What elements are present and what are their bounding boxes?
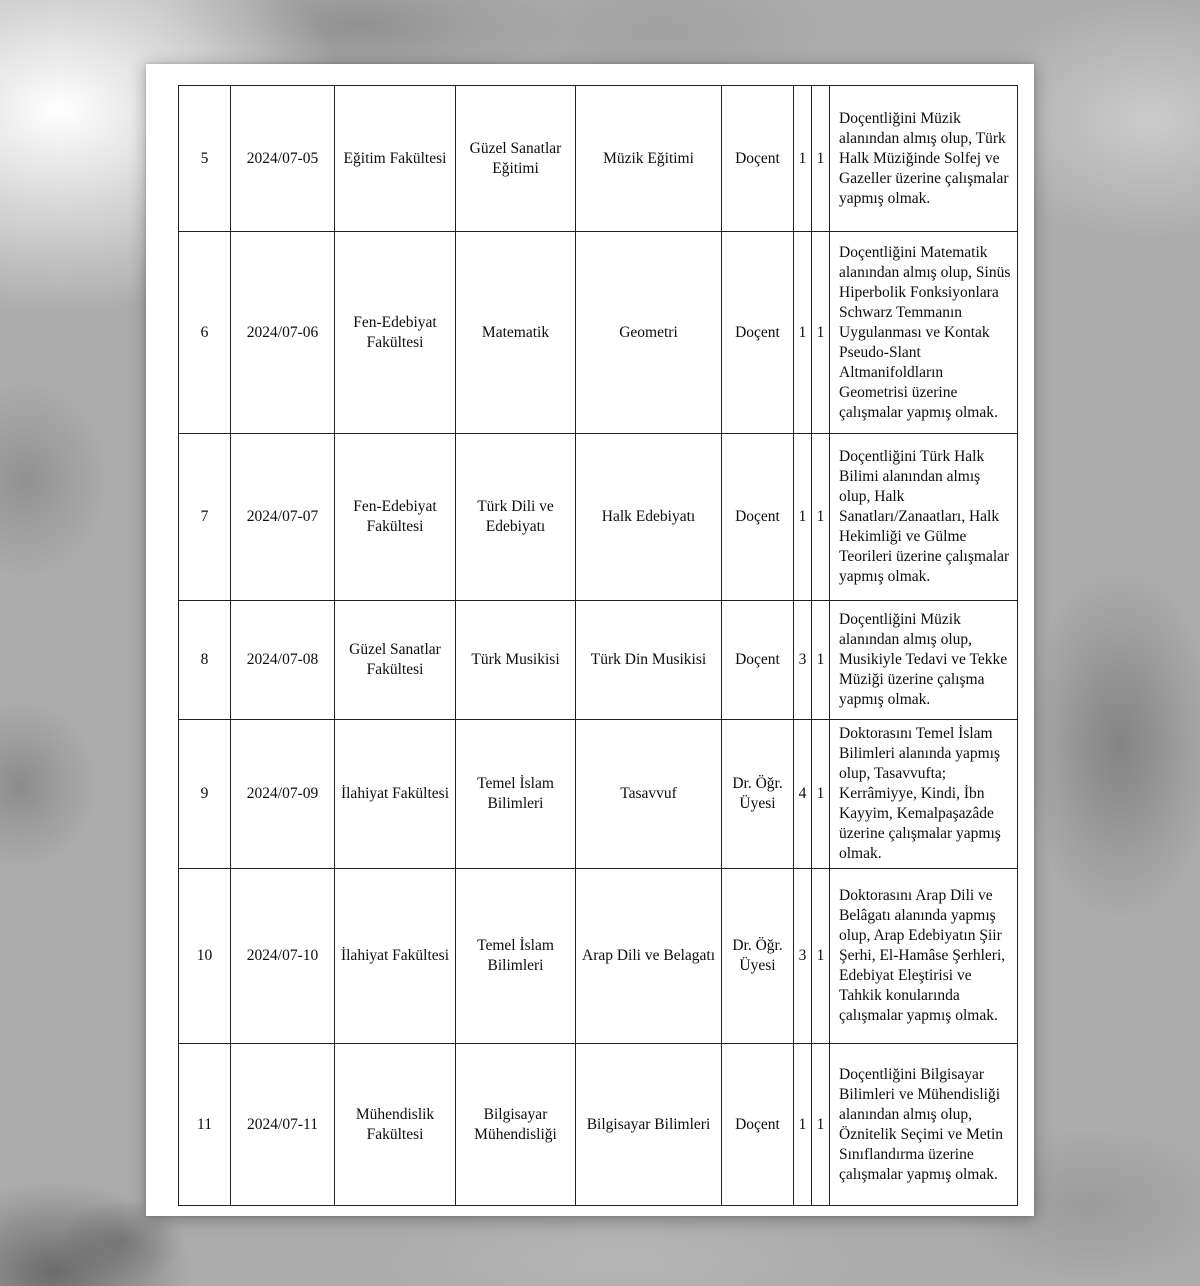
cell-department: Güzel Sanatlar Eğitimi [456, 86, 576, 232]
cell-department: Temel İslam Bilimleri [456, 720, 576, 869]
table-row [179, 869, 1018, 1044]
cell-criteria: Doktorasını Arap Dili ve Belâgatı alanında yapmış olup, Arap Edebiyatın Şiir Şerhi, El-Hamâse Şerhleri, Edebiyat Eleştirisi ve Tahkik konularında çalışmalar yapmış olmak. [830, 869, 1018, 1044]
cell-count1: 1 [794, 1044, 812, 1206]
cell-count2: 1 [812, 1044, 830, 1206]
table-row [179, 1044, 1018, 1206]
cell-faculty: Fen-Edebiyat Fakültesi [335, 434, 456, 601]
cell-title: Doçent [722, 86, 794, 232]
cell-criteria: Doçentliğini Müzik alanından almış olup, Musikiyle Tedavi ve Tekke Müziği üzerine çalışma yapmış olmak. [830, 601, 1018, 720]
cell-count1: 4 [794, 720, 812, 869]
cell-faculty: Fen-Edebiyat Fakültesi [335, 232, 456, 434]
cell-criteria: Doçentliğini Müzik alanından almış olup, Türk Halk Müziğinde Solfej ve Gazeller üzerine çalışmalar yapmış olmak. [830, 86, 1018, 232]
cell-criteria: Doçentliğini Bilgisayar Bilimleri ve Mühendisliği alanından almış olup, Öznitelik Seçimi ve Metin Sınıflandırma üzerine çalışmalar yapmış olmak. [830, 1044, 1018, 1206]
cell-count1: 1 [794, 434, 812, 601]
cell-field: Halk Edebiyatı [576, 434, 722, 601]
cell-department: Türk Dili ve Edebiyatı [456, 434, 576, 601]
cell-department: Temel İslam Bilimleri [456, 869, 576, 1044]
cell-title: Dr. Öğr. Üyesi [722, 869, 794, 1044]
table-row [179, 232, 1018, 434]
document-page [146, 64, 1034, 1216]
cell-field: Türk Din Musikisi [576, 601, 722, 720]
cell-faculty: İlahiyat Fakültesi [335, 869, 456, 1044]
cell-department: Matematik [456, 232, 576, 434]
cell-faculty: Mühendislik Fakültesi [335, 1044, 456, 1206]
cell-field: Arap Dili ve Belagatı [576, 869, 722, 1044]
cell-count2: 1 [812, 86, 830, 232]
table-row [179, 720, 1018, 869]
cell-criteria: Doçentliğini Matematik alanından almış olup, Sinüs Hiperbolik Fonksiyonlara Schwarz Temmanın Uygulanması ve Kontak Pseudo-Slant Altmanifoldların Geometrisi üzerine çalışmalar yapmış olmak. [830, 232, 1018, 434]
cell-row-number: 10 [179, 869, 231, 1044]
cell-title: Doçent [722, 232, 794, 434]
cell-row-number: 9 [179, 720, 231, 869]
cell-field: Geometri [576, 232, 722, 434]
cell-title: Doçent [722, 601, 794, 720]
cell-announcement-no: 2024/07-08 [231, 601, 335, 720]
cell-row-number: 5 [179, 86, 231, 232]
cell-department: Türk Musikisi [456, 601, 576, 720]
cell-faculty: İlahiyat Fakültesi [335, 720, 456, 869]
cell-count1: 1 [794, 232, 812, 434]
cell-announcement-no: 2024/07-07 [231, 434, 335, 601]
cell-count1: 3 [794, 869, 812, 1044]
cell-announcement-no: 2024/07-11 [231, 1044, 335, 1206]
cell-count1: 1 [794, 86, 812, 232]
table-row [179, 434, 1018, 601]
cell-count2: 1 [812, 434, 830, 601]
cell-row-number: 7 [179, 434, 231, 601]
cell-count2: 1 [812, 601, 830, 720]
cell-title: Doçent [722, 1044, 794, 1206]
cell-title: Dr. Öğr. Üyesi [722, 720, 794, 869]
cell-faculty: Güzel Sanatlar Fakültesi [335, 601, 456, 720]
cell-count2: 1 [812, 720, 830, 869]
cell-criteria: Doçentliğini Türk Halk Bilimi alanından almış olup, Halk Sanatları/Zanaatları, Halk Hekimliği ve Gülme Teorileri üzerine çalışmalar yapmış olmak. [830, 434, 1018, 601]
cell-announcement-no: 2024/07-06 [231, 232, 335, 434]
cell-row-number: 8 [179, 601, 231, 720]
cell-row-number: 6 [179, 232, 231, 434]
cell-announcement-no: 2024/07-09 [231, 720, 335, 869]
cell-count2: 1 [812, 869, 830, 1044]
cell-field: Müzik Eğitimi [576, 86, 722, 232]
cell-announcement-no: 2024/07-05 [231, 86, 335, 232]
cell-field: Tasavvuf [576, 720, 722, 869]
table-row [179, 601, 1018, 720]
cell-faculty: Eğitim Fakültesi [335, 86, 456, 232]
cell-department: Bilgisayar Mühendisliği [456, 1044, 576, 1206]
cell-announcement-no: 2024/07-10 [231, 869, 335, 1044]
cell-row-number: 11 [179, 1044, 231, 1206]
cell-count2: 1 [812, 232, 830, 434]
academic-positions-table [178, 85, 1018, 1206]
cell-title: Doçent [722, 434, 794, 601]
cell-field: Bilgisayar Bilimleri [576, 1044, 722, 1206]
cell-criteria: Doktorasını Temel İslam Bilimleri alanında yapmış olup, Tasavvufta; Kerrâmiyye, Kindi, İbn Kayyim, Kemalpaşazâde üzerine çalışmalar yapmış olmak. [830, 720, 1018, 869]
cell-count1: 3 [794, 601, 812, 720]
table-row [179, 86, 1018, 232]
